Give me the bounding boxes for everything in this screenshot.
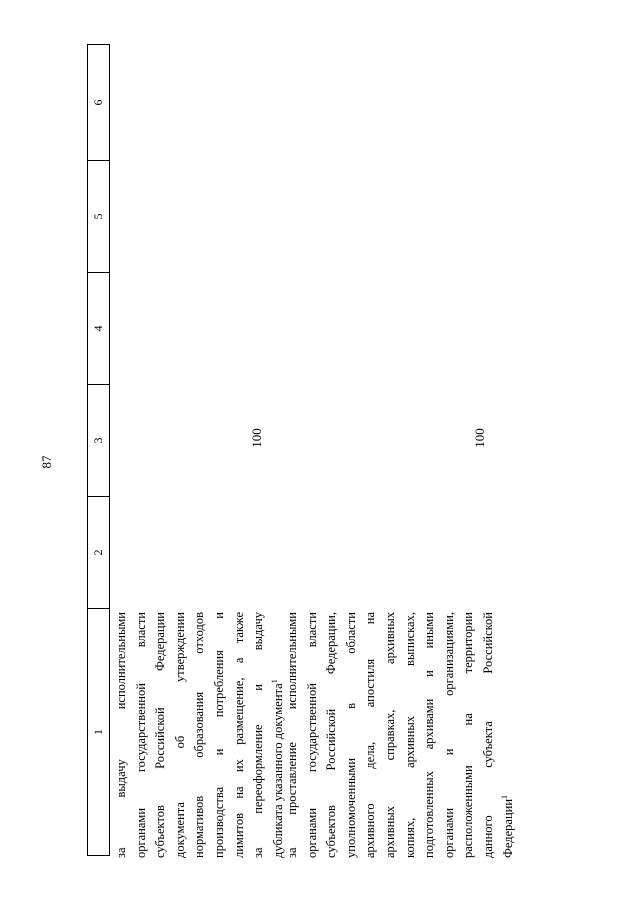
table-header-wrap xyxy=(87,45,110,856)
header-col-6: 6 xyxy=(88,45,110,161)
header-col-3: 3 xyxy=(88,385,110,497)
header-col-5: 5 xyxy=(88,161,110,273)
table-row-1-value: 100 xyxy=(249,428,264,448)
header-col-1: 1 xyxy=(88,609,110,856)
table-row-1-text: за выдачу исполнительными органами государственной власти субъектов Российской Федерации документа об утверждении нормативов образования отходов производства и потребления и лимитов на их размещение, а также за переоформление и выдачу дубликата указанного документа$^1$ xyxy=(114,612,285,858)
table-row-2-value: 100 xyxy=(472,428,487,448)
table-row-2-text: за проставление исполнительными органами государственной власти субъектов Российской Федерации, уполномоченными в области архивного дела, апостиля на архивных справках, архивных копиях, архивных выписках, подготовленных архивами и иными органами и организациями, расположенными на территории данного субъекта Российской Федерации$^1$ xyxy=(285,612,515,858)
table-header xyxy=(87,44,110,856)
header-col-4: 4 xyxy=(88,273,110,385)
page-number: 87 xyxy=(39,455,54,469)
header-col-2: 2 xyxy=(88,497,110,609)
